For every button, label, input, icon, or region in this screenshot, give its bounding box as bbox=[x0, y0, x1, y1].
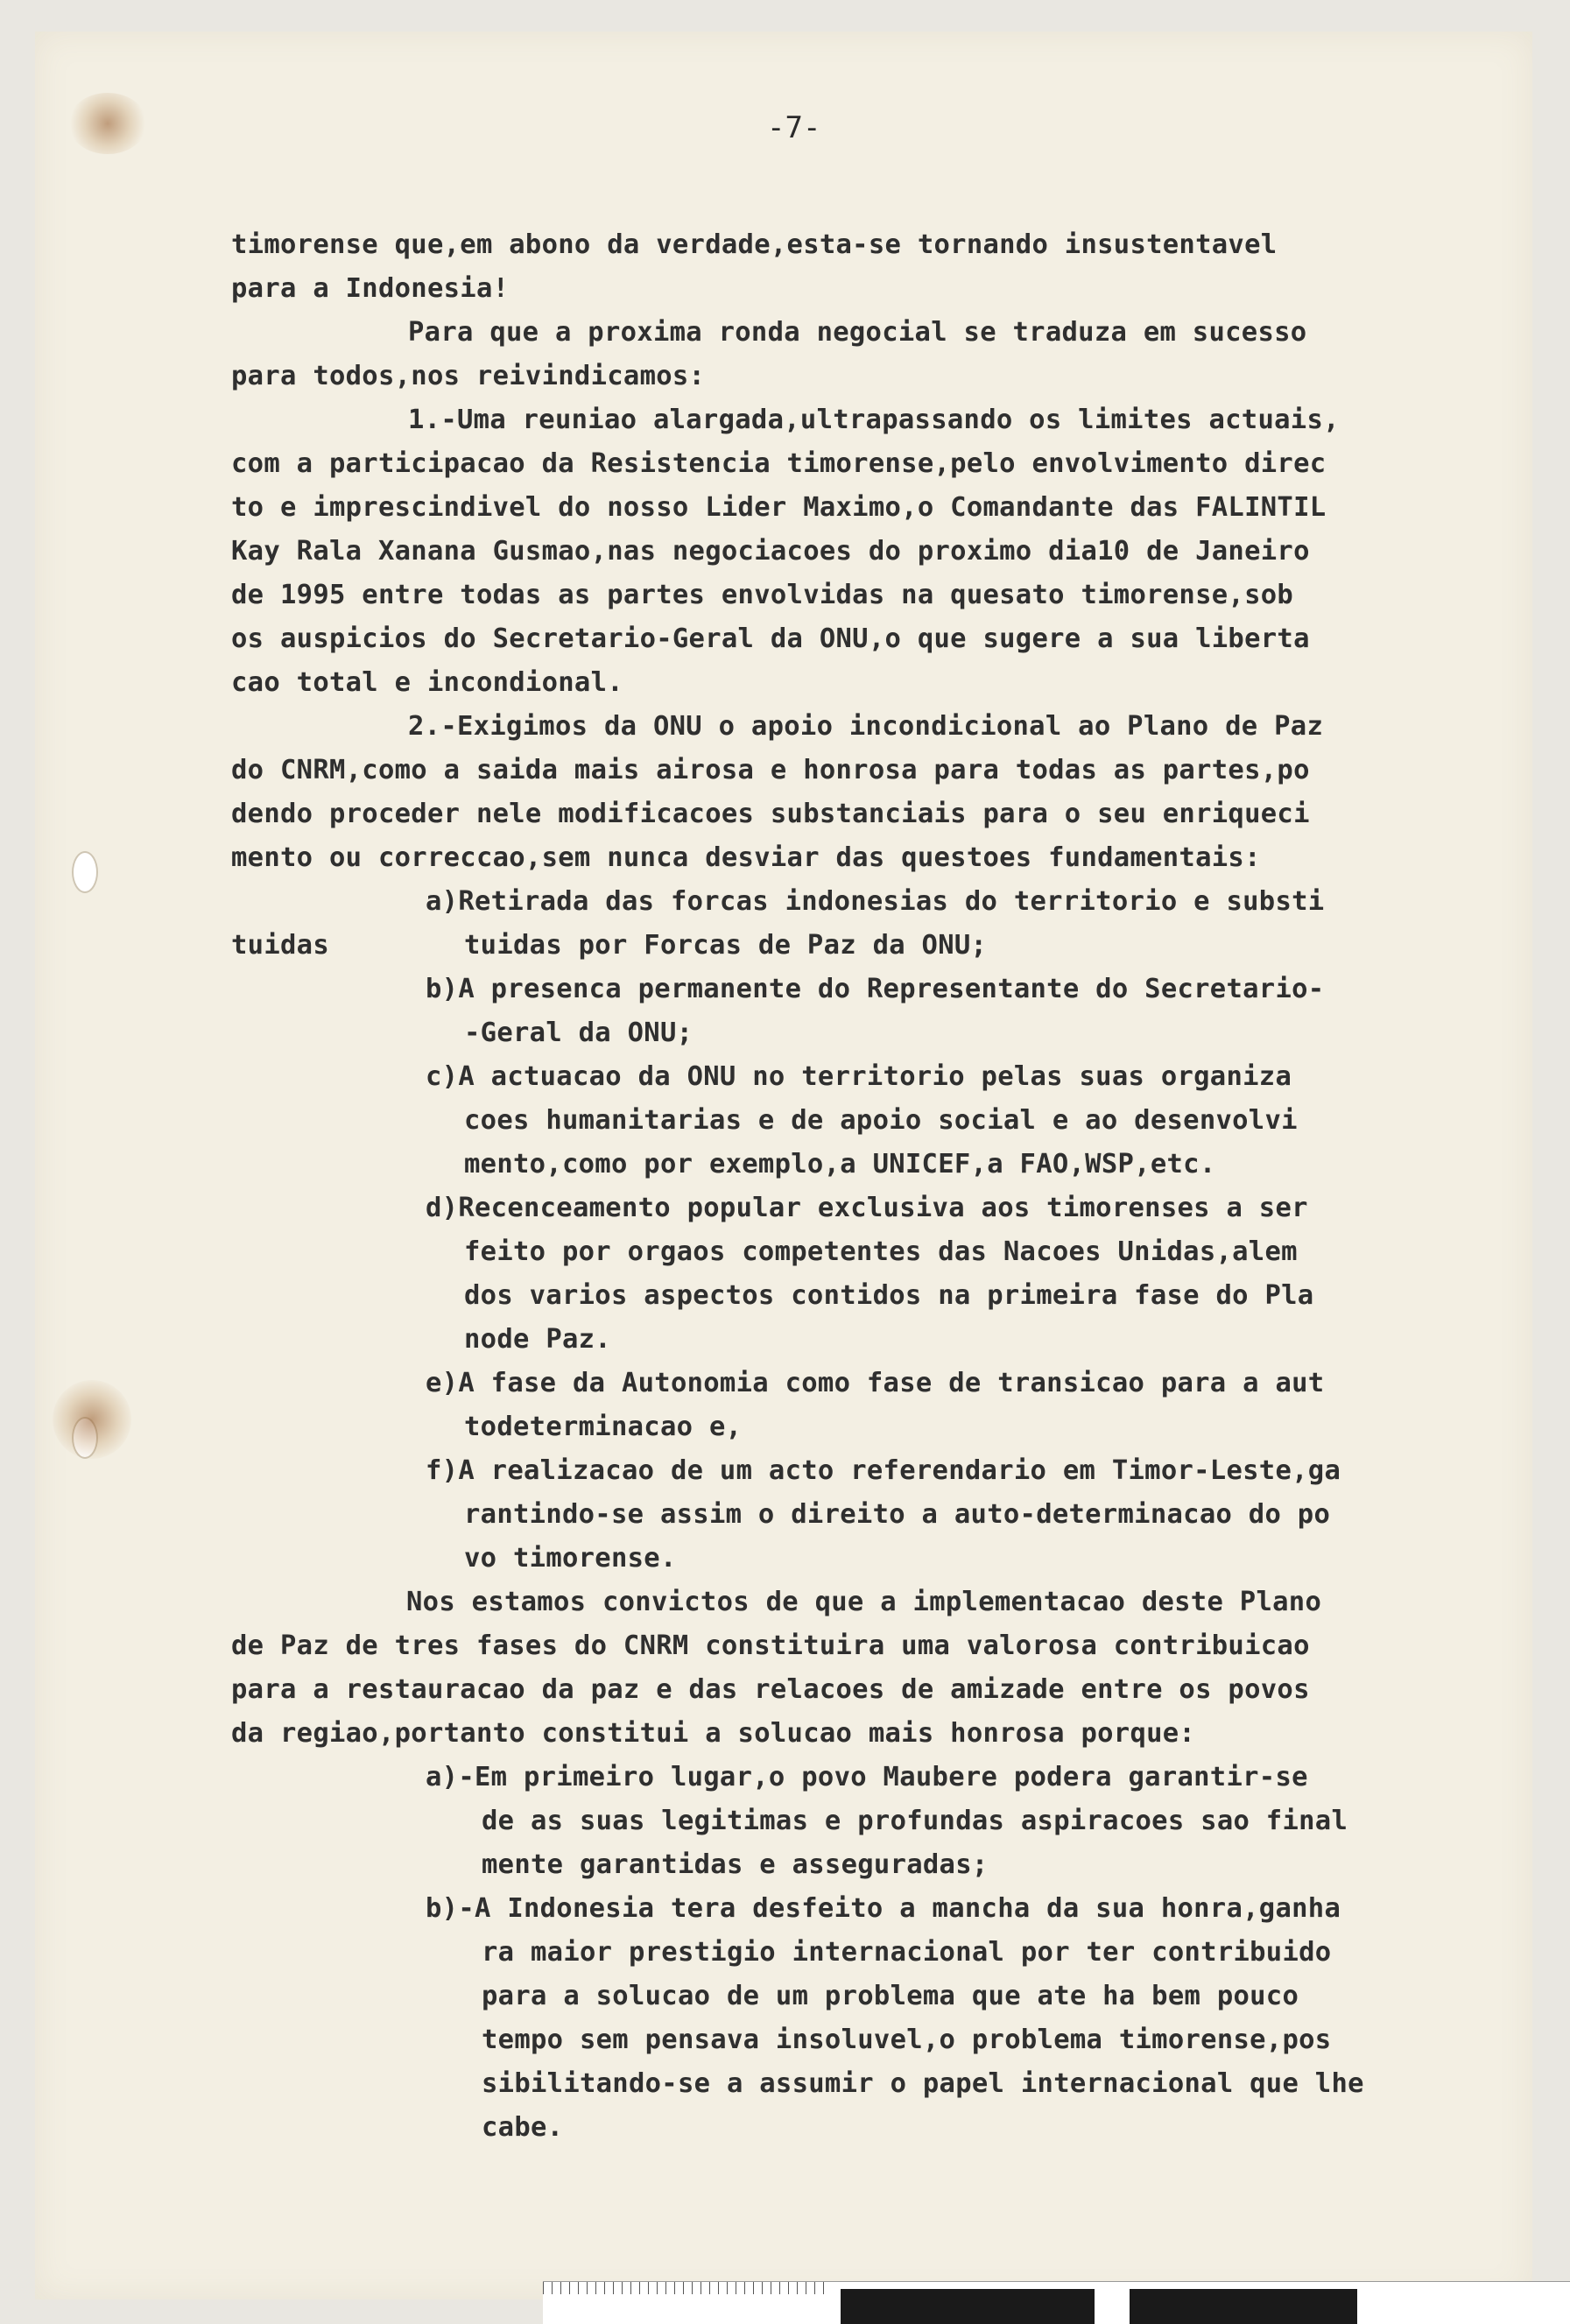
scale-ticks bbox=[543, 2282, 832, 2294]
text-line: timorense que,em abono da verdade,esta-se tornando insustentavel bbox=[231, 229, 1278, 260]
scale-block-black bbox=[841, 2289, 1095, 2324]
text-line: vo timorense. bbox=[464, 1543, 677, 1574]
text-line: para a restauracao da paz e das relacoes de amizade entre os povos bbox=[231, 1674, 1310, 1705]
text-line: tuidas por Forcas de Paz da ONU; bbox=[464, 930, 988, 961]
text-line: c)A actuacao da ONU no territorio pelas suas organiza bbox=[426, 1061, 1292, 1092]
text-line: b)A presenca permanente do Representante do Secretario- bbox=[426, 974, 1325, 1004]
text-line: mente garantidas e asseguradas; bbox=[482, 1849, 989, 1880]
text-line: Nos estamos convictos de que a implementacao deste Plano bbox=[406, 1587, 1322, 1617]
text-line: tempo sem pensava insoluvel,o problema timorense,pos bbox=[482, 2025, 1332, 2055]
rust-stain-bottom bbox=[53, 1380, 131, 1459]
text-line: sibilitando-se a assumir o papel internacional que lhe bbox=[482, 2068, 1364, 2099]
text-line: to e imprescindivel do nosso Lider Maximo,o Comandante das FALINTIL bbox=[231, 492, 1327, 523]
text-line: Kay Rala Xanana Gusmao,nas negociacoes do proximo dia10 de Janeiro bbox=[231, 536, 1310, 567]
text-line: mento ou correccao,sem nunca desviar das questoes fundamentais: bbox=[231, 842, 1261, 873]
text-line: de 1995 entre todas as partes envolvidas na quesato timorense,sob bbox=[231, 580, 1294, 610]
text-line: dos varios aspectos contidos na primeira fase do Pla bbox=[464, 1280, 1314, 1311]
scale-block-black-2 bbox=[1130, 2289, 1357, 2324]
text-line: node Paz. bbox=[464, 1324, 611, 1355]
text-line: feito por orgaos competentes das Nacoes Unidas,alem bbox=[464, 1236, 1298, 1267]
text-line: a)-Em primeiro lugar,o povo Maubere podera garantir-se bbox=[426, 1762, 1308, 1792]
text-line: Para que a proxima ronda negocial se traduza em sucesso bbox=[408, 317, 1307, 348]
text-line: f)A realizacao de um acto referendario em Timor-Leste,ga bbox=[426, 1455, 1341, 1486]
scale-bar bbox=[543, 2281, 1570, 2324]
text-line: coes humanitarias e de apoio social e ao desenvolvi bbox=[464, 1105, 1298, 1136]
text-line: cabe. bbox=[482, 2112, 564, 2143]
text-line: de as suas legitimas e profundas aspiracoes sao final bbox=[482, 1806, 1348, 1836]
text-line: -Geral da ONU; bbox=[464, 1018, 693, 1048]
text-line: e)A fase da Autonomia como fase de transicao para a aut bbox=[426, 1368, 1325, 1398]
text-line: rantindo-se assim o direito a auto-determinacao do po bbox=[464, 1499, 1331, 1530]
text-line: para a solucao de um problema que ate ha bem pouco bbox=[482, 1981, 1299, 2011]
text-line: a)Retirada das forcas indonesias do territorio e substi bbox=[426, 886, 1325, 917]
text-line: dendo proceder nele modificacoes substanciais para o seu enriqueci bbox=[231, 799, 1310, 829]
punch-hole-top bbox=[72, 851, 98, 893]
text-line: da regiao,portanto constitui a solucao mais honrosa porque: bbox=[231, 1718, 1196, 1749]
page-number: -7- bbox=[767, 110, 821, 145]
text-line: 1.-Uma reuniao alargada,ultrapassando os limites actuais, bbox=[408, 405, 1340, 435]
text-line: com a participacao da Resistencia timorense,pelo envolvimento direc bbox=[231, 448, 1327, 479]
text-line: mento,como por exemplo,a UNICEF,a FAO,WSP,etc. bbox=[464, 1149, 1216, 1180]
text-line: todeterminacao e, bbox=[464, 1412, 743, 1442]
text-line: d)Recenceamento popular exclusiva aos timorenses a ser bbox=[426, 1193, 1308, 1223]
text-line: de Paz de tres fases do CNRM constituira uma valorosa contribuicao bbox=[231, 1630, 1310, 1661]
text-line: para a Indonesia! bbox=[231, 273, 510, 304]
text-line: para todos,nos reivindicamos: bbox=[231, 361, 706, 391]
text-line: cao total e incondional. bbox=[231, 667, 623, 698]
text-line-margin: tuidas bbox=[231, 930, 329, 961]
text-line: os auspicios do Secretario-Geral da ONU,o que sugere a sua liberta bbox=[231, 623, 1310, 654]
text-line: ra maior prestigio internacional por ter contribuido bbox=[482, 1937, 1332, 1968]
rust-stain-top bbox=[68, 93, 147, 154]
text-line: b)-A Indonesia tera desfeito a mancha da sua honra,ganha bbox=[426, 1893, 1341, 1924]
text-line: do CNRM,como a saida mais airosa e honrosa para todas as partes,po bbox=[231, 755, 1310, 785]
text-line: 2.-Exigimos da ONU o apoio incondicional ao Plano de Paz bbox=[408, 711, 1324, 742]
